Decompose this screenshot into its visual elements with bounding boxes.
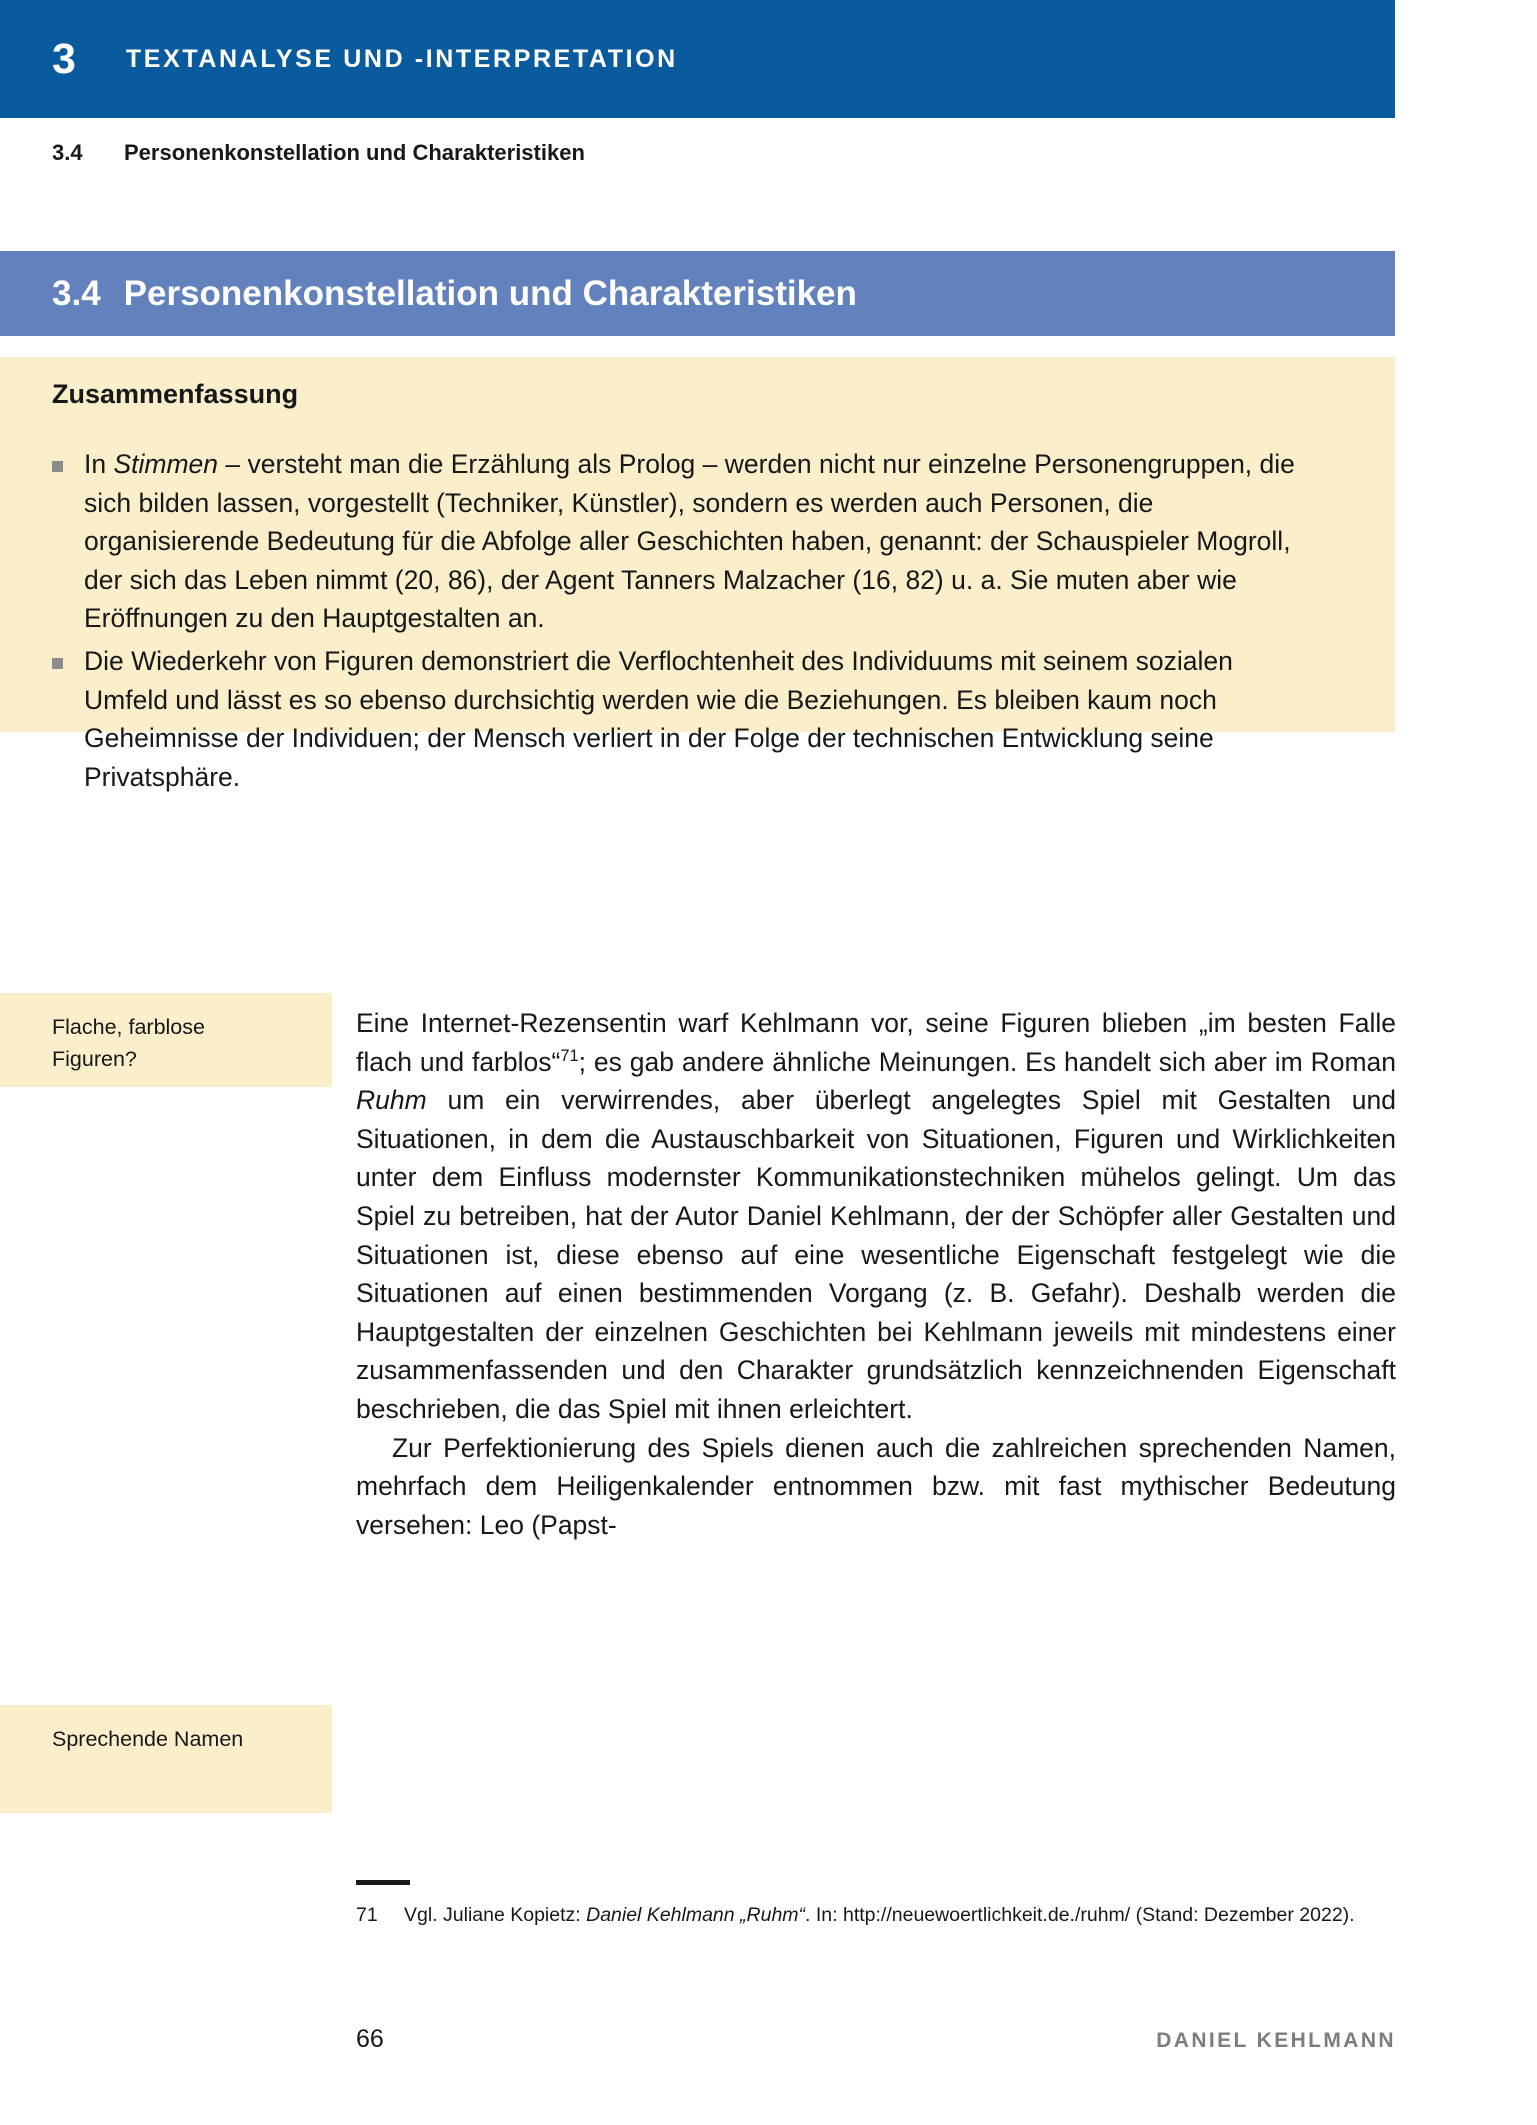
body-paragraph-2: Zur Perfektionierung des Spiels dienen auch die zahlreichen sprechenden Namen, mehrfach dem Heiligenkalender entnommen bzw. mit fast mythischer Bedeutung versehen: Leo (Papst- [356, 1432, 1396, 1540]
summary-heading: Zusammenfassung [52, 379, 299, 409]
square-bullet-icon [52, 461, 63, 472]
footer-book-title: DANIEL KEHLMANN [1156, 2029, 1396, 2052]
body-p1-part2: ; es gab andere ähnliche Meinungen. Es handelt sich aber im Roman [578, 1046, 1396, 1077]
chapter-header-bar [0, 0, 1395, 118]
footnote-part1: Vgl. Juliane Kopietz: [404, 1904, 587, 1926]
footnote-71 [356, 1900, 1396, 1930]
footnote-marker-71[interactable]: 71 [560, 1046, 579, 1065]
section-title: Personenkonstellation und Charakteristiken [123, 273, 857, 313]
summary-item-2-pre: Die Wiederkehr von Figuren demonstriert die Verflochtenheit des Individuums mit seinem sozialen Umfeld und lässt es so ebenso durchsichtig werden wie die Beziehungen. Es bleiben kaum noch Geheimnisse der Individuen; der Mensch verliert in der Folge der technischen Entwicklung seine Privatsphäre. [84, 645, 1233, 792]
summary-item-1-post: – versteht man die Erzählung als Prolog – werden nicht nur einzelne Personengruppen, die sich bilden lassen, vorgestellt (Techniker, Künstler), sondern es werden auch Personen, die organisierende Bedeutung für die Abfolge aller Geschichten haben, genannt: der Schauspieler Mogroll, der sich das Leben nimmt (20, 86), der Agent Tanners Malzacher (16, 82) u. a. Sie muten aber wie Eröffnungen zu den Hauptgestalten an. [84, 449, 1295, 634]
footnote-separator-rule [356, 1880, 410, 1885]
list-item [52, 445, 1342, 638]
summary-item-text [84, 642, 1324, 796]
chapter-title: TEXTANALYSE UND -INTERPRETATION [125, 44, 678, 73]
running-head-title: Personenkonstellation und Charakteristiken [124, 140, 585, 165]
section-heading-bar [0, 251, 1395, 336]
margin-note-flache-farblose-figuren [0, 993, 332, 1087]
footnote-italic-title: Daniel Kehlmann „Ruhm“ [586, 1904, 806, 1926]
running-head [52, 140, 1252, 166]
footnote-text [404, 1900, 1396, 1930]
summary-item-text [84, 445, 1324, 638]
page-footer [356, 2025, 1396, 2054]
footnote-part2: . In: http://neuewoertlichkeit.de./ruhm/ (Stand: Dezember 2022). [805, 1904, 1355, 1926]
body-p1-part3: um ein verwirrendes, aber überlegt angelegtes Spiel mit Gestalten und Situationen, in dem die Austauschbarkeit von Situationen, Figuren und Wirklichkeiten unter dem Einfluss modernster Kommunikationstechniken mühelos gelingt. Um das Spiel zu betreiben, hat der Autor Daniel Kehlmann, der der Schöpfer aller Gestalten und Situationen ist, diese ebenso auf eine wesentliche Eigenschaft festgelegt wie die Situationen auf einen bestimmenden Vorgang (z. B. Gefahr). Deshalb werden die Hauptgestalten der einzelnen Geschichten bei Kehlmann jeweils mit mindestens einer zusammenfassenden und den Charakter grundsätzlich kennzeichnenden Eigenschaft beschrieben, die das Spiel mit ihnen erleichtert. [356, 1085, 1396, 1424]
running-head-number: 3.4 [52, 140, 83, 165]
footnote-number: 71 [356, 1904, 378, 1926]
body-paragraph-1 [356, 1004, 1396, 1429]
body-p1-italic-ruhm: Ruhm [356, 1085, 427, 1116]
body-p1-part1: Eine Internet-Rezensentin warf Kehlmann vor, seine Figuren blieben „im besten Falle flach und farblos“ [356, 1008, 1396, 1077]
summary-item-1-italic: Stimmen [113, 449, 219, 479]
body-text-column [356, 1004, 1396, 1544]
page-number: 66 [356, 2025, 384, 2053]
summary-box [0, 357, 1395, 792]
list-item [52, 642, 1342, 796]
square-bullet-icon [52, 658, 63, 669]
section-number: 3.4 [52, 273, 101, 313]
chapter-number: 3 [52, 34, 76, 83]
margin-note-text: Sprechende Namen [52, 1727, 244, 1751]
summary-item-1-pre: In [84, 449, 114, 479]
summary-list [52, 445, 1342, 800]
margin-note-text: Flache, farblose Figuren? [52, 1015, 205, 1071]
margin-note-sprechende-namen [0, 1705, 332, 1813]
